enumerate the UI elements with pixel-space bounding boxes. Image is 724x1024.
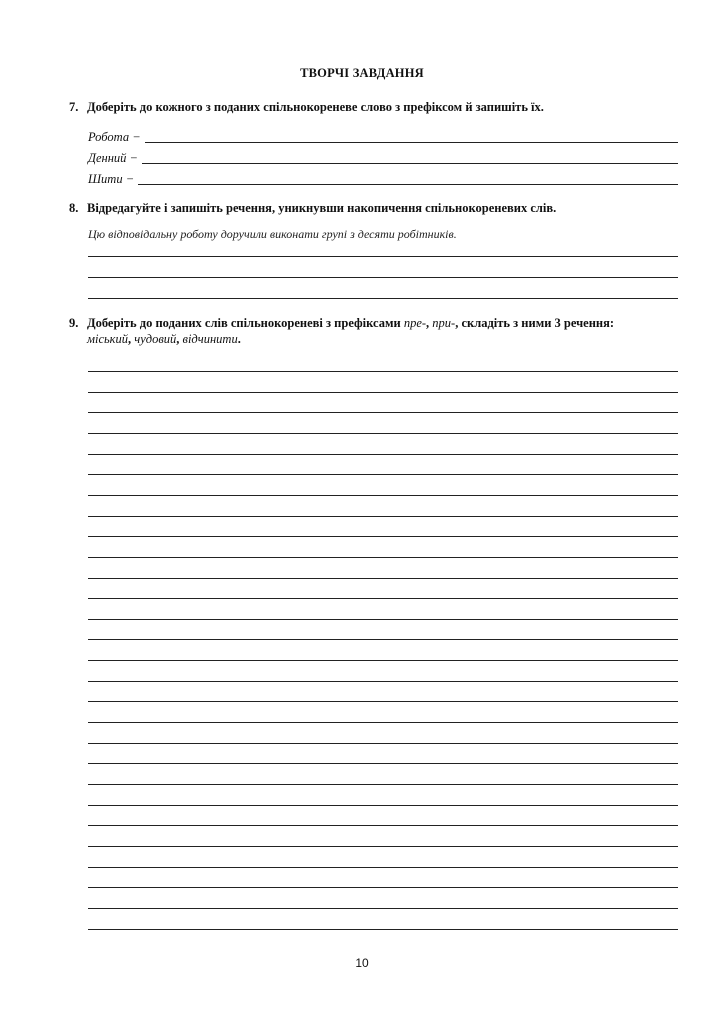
answer-line[interactable] <box>88 516 678 517</box>
answer-line[interactable] <box>88 908 678 909</box>
answer-line[interactable] <box>88 887 678 888</box>
answer-line[interactable] <box>138 184 678 185</box>
answer-line[interactable] <box>88 867 678 868</box>
answer-line[interactable] <box>88 784 678 785</box>
task-8 <box>69 200 679 216</box>
answer-line[interactable] <box>88 743 678 744</box>
answer-line[interactable] <box>88 433 678 434</box>
answer-line[interactable] <box>88 536 678 537</box>
word-miskyi: міський <box>87 332 129 346</box>
answer-line[interactable] <box>88 256 678 257</box>
word-chudovyi: чудовий <box>134 332 177 346</box>
task-9-text: Доберіть до поданих слів спільнокореневі з префіксами <box>87 316 404 330</box>
answer-line[interactable] <box>88 557 678 558</box>
answer-line[interactable] <box>88 722 678 723</box>
answer-line[interactable] <box>88 495 678 496</box>
page-number: 10 <box>355 956 369 970</box>
word-label: Робота − <box>88 130 141 144</box>
answer-row-1 <box>88 129 678 145</box>
answer-line[interactable] <box>88 598 678 599</box>
answer-line[interactable] <box>88 660 678 661</box>
word-label: Денний − <box>88 151 138 165</box>
answer-line[interactable] <box>88 392 678 393</box>
task-8-text: Відредагуйте і запишіть речення, уникнувши накопичення спільнокореневих слів. <box>87 201 557 215</box>
task-8-number: 8. <box>69 201 79 215</box>
answer-line[interactable] <box>88 578 678 579</box>
answer-line[interactable] <box>88 454 678 455</box>
task-7 <box>69 99 679 115</box>
answer-line[interactable] <box>88 639 678 640</box>
answer-row-2 <box>88 150 678 166</box>
answer-line[interactable] <box>88 805 678 806</box>
comma: , <box>128 332 135 346</box>
task-9-text-end: , складіть з ними 3 речення: <box>455 316 615 330</box>
period: . <box>237 332 241 346</box>
answer-line[interactable] <box>142 163 678 164</box>
answer-line[interactable] <box>88 929 678 930</box>
answer-row-3 <box>88 171 678 187</box>
answer-line[interactable] <box>88 619 678 620</box>
section-title: ТВОРЧІ ЗАВДАННЯ <box>300 66 424 80</box>
answer-line[interactable] <box>88 701 678 702</box>
task-7-number: 7. <box>69 100 79 114</box>
answer-line[interactable] <box>88 681 678 682</box>
answer-line[interactable] <box>88 277 678 278</box>
answer-line[interactable] <box>88 412 678 413</box>
answer-line[interactable] <box>88 763 678 764</box>
answer-line[interactable] <box>145 142 678 143</box>
answer-line[interactable] <box>88 825 678 826</box>
prefix-pre: пре- <box>403 316 427 330</box>
word-label: Шити − <box>88 172 135 186</box>
example-sentence: Цю відповідальну роботу доручили виконати групі з десяти робітників. <box>88 227 457 241</box>
task-9-number: 9. <box>69 316 79 330</box>
answer-line[interactable] <box>88 371 678 372</box>
answer-line[interactable] <box>88 846 678 847</box>
comma: , <box>176 332 183 346</box>
comma: , <box>426 316 433 330</box>
task-7-text: Доберіть до кожного з поданих спільнокореневе слово з префіксом й запишіть їх. <box>87 100 544 114</box>
prefix-pry: при- <box>432 316 456 330</box>
task-9 <box>69 315 679 347</box>
answer-line[interactable] <box>88 474 678 475</box>
word-vidchynyty: відчинити <box>182 332 238 346</box>
answer-line[interactable] <box>88 298 678 299</box>
